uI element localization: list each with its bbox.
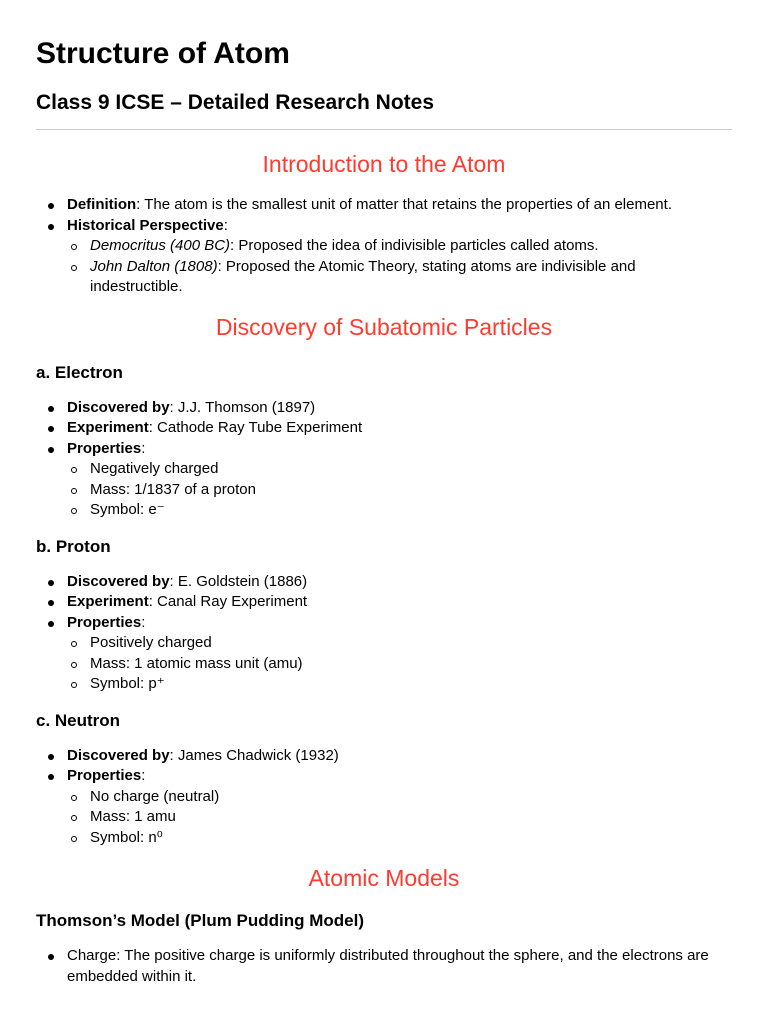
- list-item: Symbol: p⁺: [67, 674, 732, 695]
- list-item-democritus: [67, 236, 732, 257]
- electron-properties: [67, 459, 732, 521]
- democritus-text: : Proposed the idea of indivisible particles called atoms.: [230, 237, 599, 254]
- properties-label: Properties: [67, 439, 142, 457]
- properties-colon: :: [141, 767, 146, 784]
- discovered-label: Discovered by: [67, 572, 170, 590]
- discovered-label: Discovered by: [67, 398, 170, 416]
- definition-label: Definition: [67, 196, 137, 213]
- thomson-list: [36, 946, 732, 987]
- models-section: [36, 860, 732, 987]
- experiment-value: : Canal Ray Experiment: [148, 593, 308, 610]
- list-item: [36, 746, 732, 767]
- properties-colon: :: [141, 439, 146, 457]
- dalton-text: : Proposed the Atomic Theory, stating atoms are indivisible and indestructible.: [90, 257, 636, 295]
- definition-text: : The atom is the smallest unit of matter that retains the properties of an element.: [136, 196, 672, 213]
- properties-colon: :: [141, 613, 146, 631]
- history-colon: :: [223, 216, 228, 234]
- list-item-definition: [36, 195, 732, 216]
- history-label: Historical Perspective: [67, 216, 224, 234]
- properties-label: Properties: [67, 613, 142, 631]
- list-item: Negatively charged: [67, 459, 732, 480]
- list-item-historical: [36, 216, 732, 298]
- list-item: Symbol: n⁰: [67, 828, 732, 849]
- list-item: Mass: 1 atomic mass unit (amu): [67, 654, 732, 675]
- electron-heading: a. Electron: [36, 362, 123, 382]
- properties-label: Properties: [67, 767, 142, 784]
- intro-list: [36, 195, 732, 298]
- proton-heading: b. Proton: [36, 536, 111, 556]
- list-item: Positively charged: [67, 633, 732, 654]
- discovered-value: : E. Goldstein (1886): [169, 572, 308, 590]
- list-item: [36, 766, 732, 848]
- intro-heading: Introduction to the Atom: [262, 151, 506, 177]
- list-item: No charge (neutral): [67, 787, 732, 808]
- neutron-list: [36, 746, 732, 849]
- discovered-value: : James Chadwick (1932): [169, 746, 339, 764]
- content: [36, 146, 732, 987]
- subatomic-heading: Discovery of Subatomic Particles: [215, 313, 553, 340]
- discovered-value: : J.J. Thomson (1897): [169, 398, 316, 416]
- list-item: [36, 398, 732, 419]
- list-item: [36, 592, 732, 613]
- subatomic-section: [36, 309, 732, 849]
- list-item: Mass: 1/1837 of a proton: [67, 480, 732, 501]
- list-item: [36, 439, 732, 521]
- proton-list: [36, 572, 732, 695]
- list-item: [36, 613, 732, 695]
- experiment-label: Experiment: [67, 593, 149, 610]
- experiment-value: : Cathode Ray Tube Experiment: [148, 419, 363, 436]
- democritus-name: Democritus (400 BC): [90, 237, 231, 254]
- dalton-name: John Dalton (1808): [90, 257, 218, 275]
- neutron-heading: c. Neutron: [36, 710, 121, 730]
- thomson-heading: Thomson’s Model (Plum Pudding Model): [36, 911, 365, 930]
- models-heading: Atomic Models: [308, 865, 460, 891]
- list-item: [36, 418, 732, 439]
- divider: [36, 129, 732, 130]
- history-sublist: [67, 236, 732, 298]
- list-item: Symbol: e⁻: [67, 500, 732, 521]
- page-title: Structure of Atom: [36, 37, 290, 70]
- neutron-properties: [67, 787, 732, 849]
- proton-properties: [67, 633, 732, 695]
- intro-section: [36, 146, 732, 298]
- list-item: [36, 572, 732, 593]
- discovered-label: Discovered by: [67, 746, 170, 764]
- experiment-label: Experiment: [67, 419, 149, 436]
- electron-list: [36, 398, 732, 521]
- list-item: Mass: 1 amu: [67, 807, 732, 828]
- page-subtitle: Class 9 ICSE – Detailed Research Notes: [36, 91, 435, 114]
- list-item-dalton: [67, 257, 732, 298]
- list-item: Charge: The positive charge is uniformly distributed throughout the sphere, and the electrons are embedded within it.: [36, 946, 732, 987]
